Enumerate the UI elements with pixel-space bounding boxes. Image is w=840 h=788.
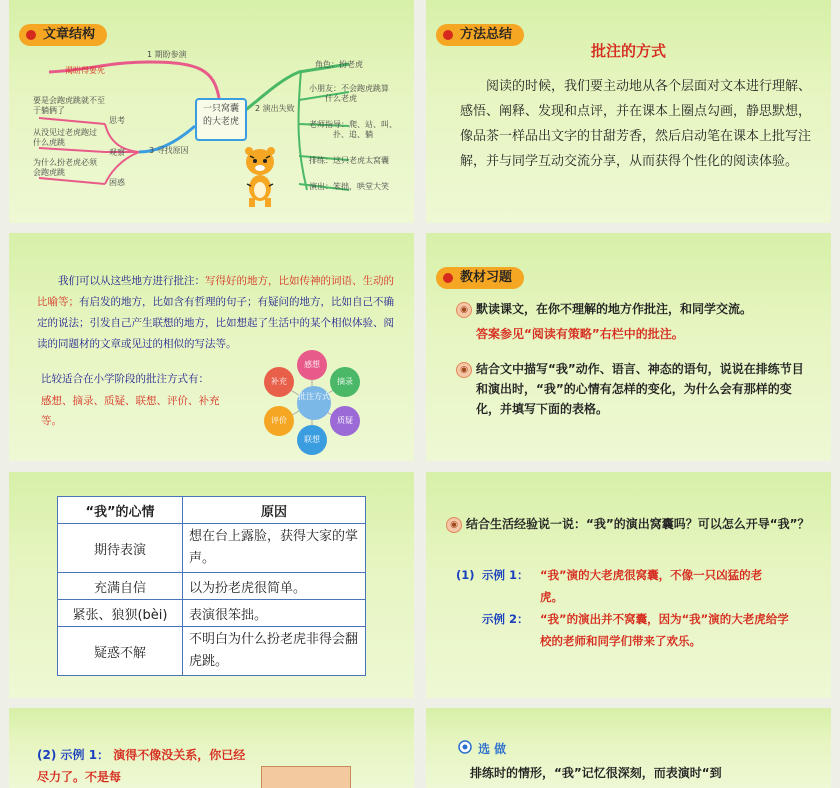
mood-table <box>57 496 366 676</box>
section-tag: 文章结构 <box>19 24 107 46</box>
wheel-node: 质疑 <box>330 406 360 436</box>
table-header: “我”的心情 <box>58 497 183 524</box>
slide-life-experience[interactable] <box>426 472 831 698</box>
wheel-node: 评价 <box>264 406 294 436</box>
slide-title: 批注的方式 <box>590 42 666 60</box>
slide-textbook-exercises[interactable] <box>426 233 831 461</box>
tag-star-icon <box>442 272 454 284</box>
branch-3-leaf: 要是会跑虎跳就不至 <box>33 96 105 105</box>
example-1-text: “我”演的大老虎很窝囊，不像一只凶猛的老虎。 <box>540 568 763 604</box>
branch-2-leaf: 什么老虎 <box>325 94 357 103</box>
optional-task-icon <box>458 740 472 754</box>
mindmap-center: 一只窝囊 的大老虎 <box>195 98 247 141</box>
annotation-paragraph: 我们可以从这些地方进行批注：写得好的地方，比如传神的词语、生动的比喻等；有启发的地方，比如含有哲理的句子；有疑问的地方，比如自己不确定的说法；引发自己产生联想的地方，比如想起了生活中的某个相似体验、阅读的同题材的文章或见过的相似的写法等。 <box>37 275 394 350</box>
branch-2-leaf: 排练：这只老虎太窝囊 <box>309 156 389 165</box>
branch-2-leaf: 角色：扮老虎 <box>315 60 363 69</box>
wheel-node: 感想 <box>297 350 327 380</box>
branch-2-leaf: 小朋友：不会跑虎跳算 <box>309 84 389 93</box>
branch-3-leaf: 于躺俩了 <box>33 106 65 115</box>
wheel-node: 补充 <box>264 367 294 397</box>
question-text: 比较适合在小学阶段的批注方式有： <box>41 373 209 385</box>
branch-3-leaf: 从没见过老虎跑过 <box>33 128 97 137</box>
example-block: (2) 示例 1： 演得不像没关系，你已经尽力了。不是每 <box>37 748 246 784</box>
branch-2-leaf: 老师指导：爬、站、叫、 <box>309 120 397 129</box>
answer-text: 感想、摘录、质疑、联想、评价、补充等。 <box>41 395 220 427</box>
branch-3-label: 3 寻找原因 <box>149 146 189 155</box>
exercise-item-2: ◉ 结合文中描写“我”动作、语言、神态的语句，说说在排练节目和演出时，“我”的心情有怎样的变化，为什么会有那样的变化，并填写下面的表格。 <box>476 359 813 419</box>
tiger-illustration <box>235 144 285 208</box>
illustration-image <box>261 766 351 788</box>
section-tag: 教材习题 <box>436 267 524 289</box>
example-2-text: “我”的演出并不窝囊，因为“我”演的大老虎给学校的老师和同学们带来了欢乐。 <box>540 612 789 648</box>
table-row: 期待表演 想在台上露脸，获得大家的掌声。 <box>58 524 366 573</box>
branch-3-leaf: 什么虎跳 <box>33 138 65 147</box>
table-header: 原因 <box>183 497 366 524</box>
branch-3-leaf: 为什么扮老虎必须 <box>33 158 97 167</box>
table-row: 疑惑不解 不明白为什么扮老虎非得会翻虎跳。 <box>58 627 366 676</box>
table-row: 紧张、狼狈(bèi) 表演很笨拙。 <box>58 600 366 627</box>
example-1-label: 示例 1： <box>482 568 529 582</box>
optional-label: 选 做 <box>478 742 507 756</box>
wheel-node: 摘录 <box>330 367 360 397</box>
item-number: (1) <box>456 568 475 582</box>
branch-2-label: 2 演出失败 <box>255 104 295 113</box>
branch-3-leaf: 会跑虎跳 <box>33 168 65 177</box>
slide-annotation-places[interactable] <box>9 233 414 461</box>
example-2-label: 示例 2： <box>482 612 529 626</box>
table-row: 充满自信 以为扮老虎很简单。 <box>58 573 366 600</box>
slide-method-summary[interactable] <box>426 0 831 223</box>
exercise-item-1: ◉ 默读课文，在你不理解的地方作批注，和同学交流。 <box>476 299 813 319</box>
wheel-center: 批注方式 <box>297 386 331 420</box>
slide-article-structure[interactable] <box>9 0 414 223</box>
branch-2-leaf: 扑、追、躺 <box>333 130 373 139</box>
question-text: ◉ 结合生活经验说一说：“我”的演出窝囊吗？可以怎么开导“我”？ <box>466 512 813 536</box>
bullet-icon: ◉ <box>456 302 472 318</box>
branch-3-mid: 观察 <box>109 148 125 157</box>
branch-3-mid: 思考 <box>109 116 125 125</box>
slide-mood-table[interactable] <box>9 472 414 698</box>
branch-1-leaf: 渴盼得要死 <box>65 66 105 75</box>
branch-2-leaf: 演出：笨拙，哄堂大笑 <box>309 182 389 191</box>
section-tag: 方法总结 <box>436 24 524 46</box>
wheel-node: 联想 <box>297 425 327 455</box>
slide-optional-task[interactable] <box>426 708 831 788</box>
bullet-icon: ◉ <box>446 517 462 533</box>
branch-3-mid: 困惑 <box>109 178 125 187</box>
branch-1-label: 1 期盼参演 <box>147 50 187 59</box>
bullet-icon: ◉ <box>456 362 472 378</box>
slide-body-text: 阅读的时候，我们要主动地从各个层面对文本进行理解、感悟、阐释、发现和点评，并在课本上圈点勾画，静思默想，像品茶一样品出文字的甘甜芳香，然后启动笔在课本上批写注解，并与同学互动交流分享，从而获得个性化的阅读体验。 <box>460 79 812 169</box>
slide-example-guidance[interactable] <box>9 708 414 788</box>
slide-body-text: 排练时的情形，“我”记忆很深刻，而表演时“到 <box>470 766 722 780</box>
exercise-answer-1: 答案参见“阅读有策略”右栏中的批注。 <box>476 327 684 341</box>
